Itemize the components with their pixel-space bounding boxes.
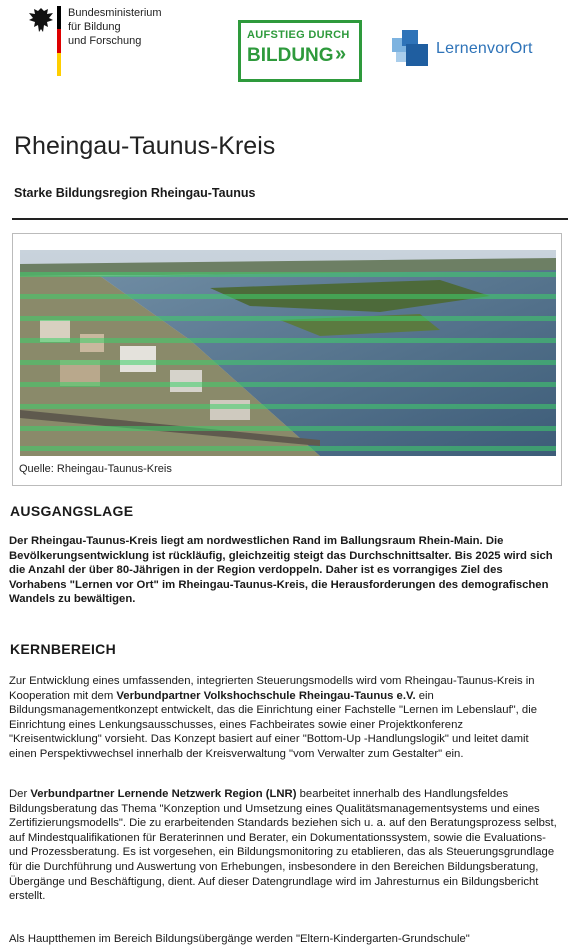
kernbereich-p1-partner: Verbundpartner Volkshochschule Rheingau-Taunus e.V. [116, 689, 416, 702]
kernbereich-p2-text-a: Der [9, 788, 31, 800]
lernen-vor-ort-logo [392, 30, 562, 70]
aufstieg-durch-bildung-logo [238, 20, 362, 82]
ministry-name [68, 6, 162, 48]
bmbf-logo [28, 4, 178, 74]
figure-caption: Quelle: Rheingau-Taunus-Kreis [19, 463, 172, 475]
kernbereich-paragraph-3: Als Hauptthemen im Bereich Bildungsübergänge werden "Eltern-Kindergarten-Grundschule" [9, 933, 470, 945]
ministry-line-1: Bundesministerium [68, 7, 162, 19]
kernbereich-p2-text-c: bearbeitet innerhalb des Handlungsfeldes Bildungsberatung das Thema "Konzeption und Umsetzung eines Qualitätsmanagementsystems und eines Zertifizierungsmodells". Die zu erarbeitenden Standards beziehen sich u. a. auf den Beratungsprozess selbst, auf Mindestqualifikationen für Beraterinnen und Berater, ein Dokumentationssystem, sowie die Evaluations- und Prozessberatung. Es ist vorgesehen, ein Bildungsmonitoring zu etablieren, das als Steuerungsgrundlage für die Durchführung und Auswertung von Erhebungen, insbesondere in den Bereichen Bildungsberatung, Übergänge und Beschäftigung, dient. Auf dieser Datengrundlage wird im Jahresturnus ein Bildungsbericht erstellt. [9, 788, 557, 903]
double-chevron-icon: » [335, 43, 347, 65]
kernbereich-p1-text-c: ein Bildungsmanagementkonzept entwickelt, das die Einrichtung einer Fachstelle "Lernen im Lebenslauf", die Einrichtung eines Lenkungsausschusses, eines Fachbeirates sowie einer Projektkonferenz "Kreisentwicklung" vorsieht. Das Konzept basiert auf einer "Bottom-Up -Handlungslogik" und leitet damit einen Perspektivwechsel innerhalb der Kreisverwaltung "vom Verwalter zum Gestalter" ein. [9, 689, 537, 760]
federal-eagle-icon [28, 6, 54, 34]
page-title: Rheingau-Taunus-Kreis [14, 132, 276, 160]
lernen-vor-ort-mark-icon [392, 30, 428, 66]
kernbereich-paragraph-2 [9, 787, 557, 904]
section-heading-ausgangslage: AUSGANGSLAGE [10, 503, 134, 519]
aufstieg-logo-line-2: BILDUNG [247, 45, 334, 66]
ausgangslage-text: Der Rheingau-Taunus-Kreis liegt am nordwestlichen Rand im Ballungsraum Rhein-Main. Die Bevölkerungsentwicklung ist rückläufig, gleichzeitig steigt das Durchschnittsalter. Bis 2025 wird sich die Anzahl der über 80-Jährigen in der Region verdoppeln. Daher ist es vorrangiges Ziel des Vorhabens "Lernen vor Ort" im Rheingau-Taunus-Kreis, die Herausforderungen des demografischen Wandels zu bewältigen. [9, 535, 553, 606]
divider [12, 218, 568, 220]
lernen-vor-ort-wordmark: LernenvorOrt [436, 40, 533, 57]
ministry-line-2: für Bildung [68, 21, 121, 33]
aufstieg-logo-line-1: AUFSTIEG DURCH [247, 29, 350, 41]
kernbereich-p2-partner: Verbundpartner Lernende Netzwerk Region (LNR) [30, 788, 297, 800]
figure-box [12, 233, 562, 486]
german-flag-stripe [57, 6, 61, 76]
section-heading-kernbereich: KERNBEREICH [10, 641, 116, 657]
page-subtitle: Starke Bildungsregion Rheingau-Taunus [14, 186, 256, 200]
kernbereich-p1-text-a: Zur Entwicklung eines umfassenden, integrierten Steuerungsmodells wird vom Rheingau-Taunus-Kreis in Kooperation mit dem [9, 675, 535, 702]
rhine-landscape-photo [20, 250, 556, 456]
header [0, 0, 570, 100]
ministry-line-3: und Forschung [68, 35, 142, 47]
kernbereich-paragraph-1 [9, 674, 557, 762]
